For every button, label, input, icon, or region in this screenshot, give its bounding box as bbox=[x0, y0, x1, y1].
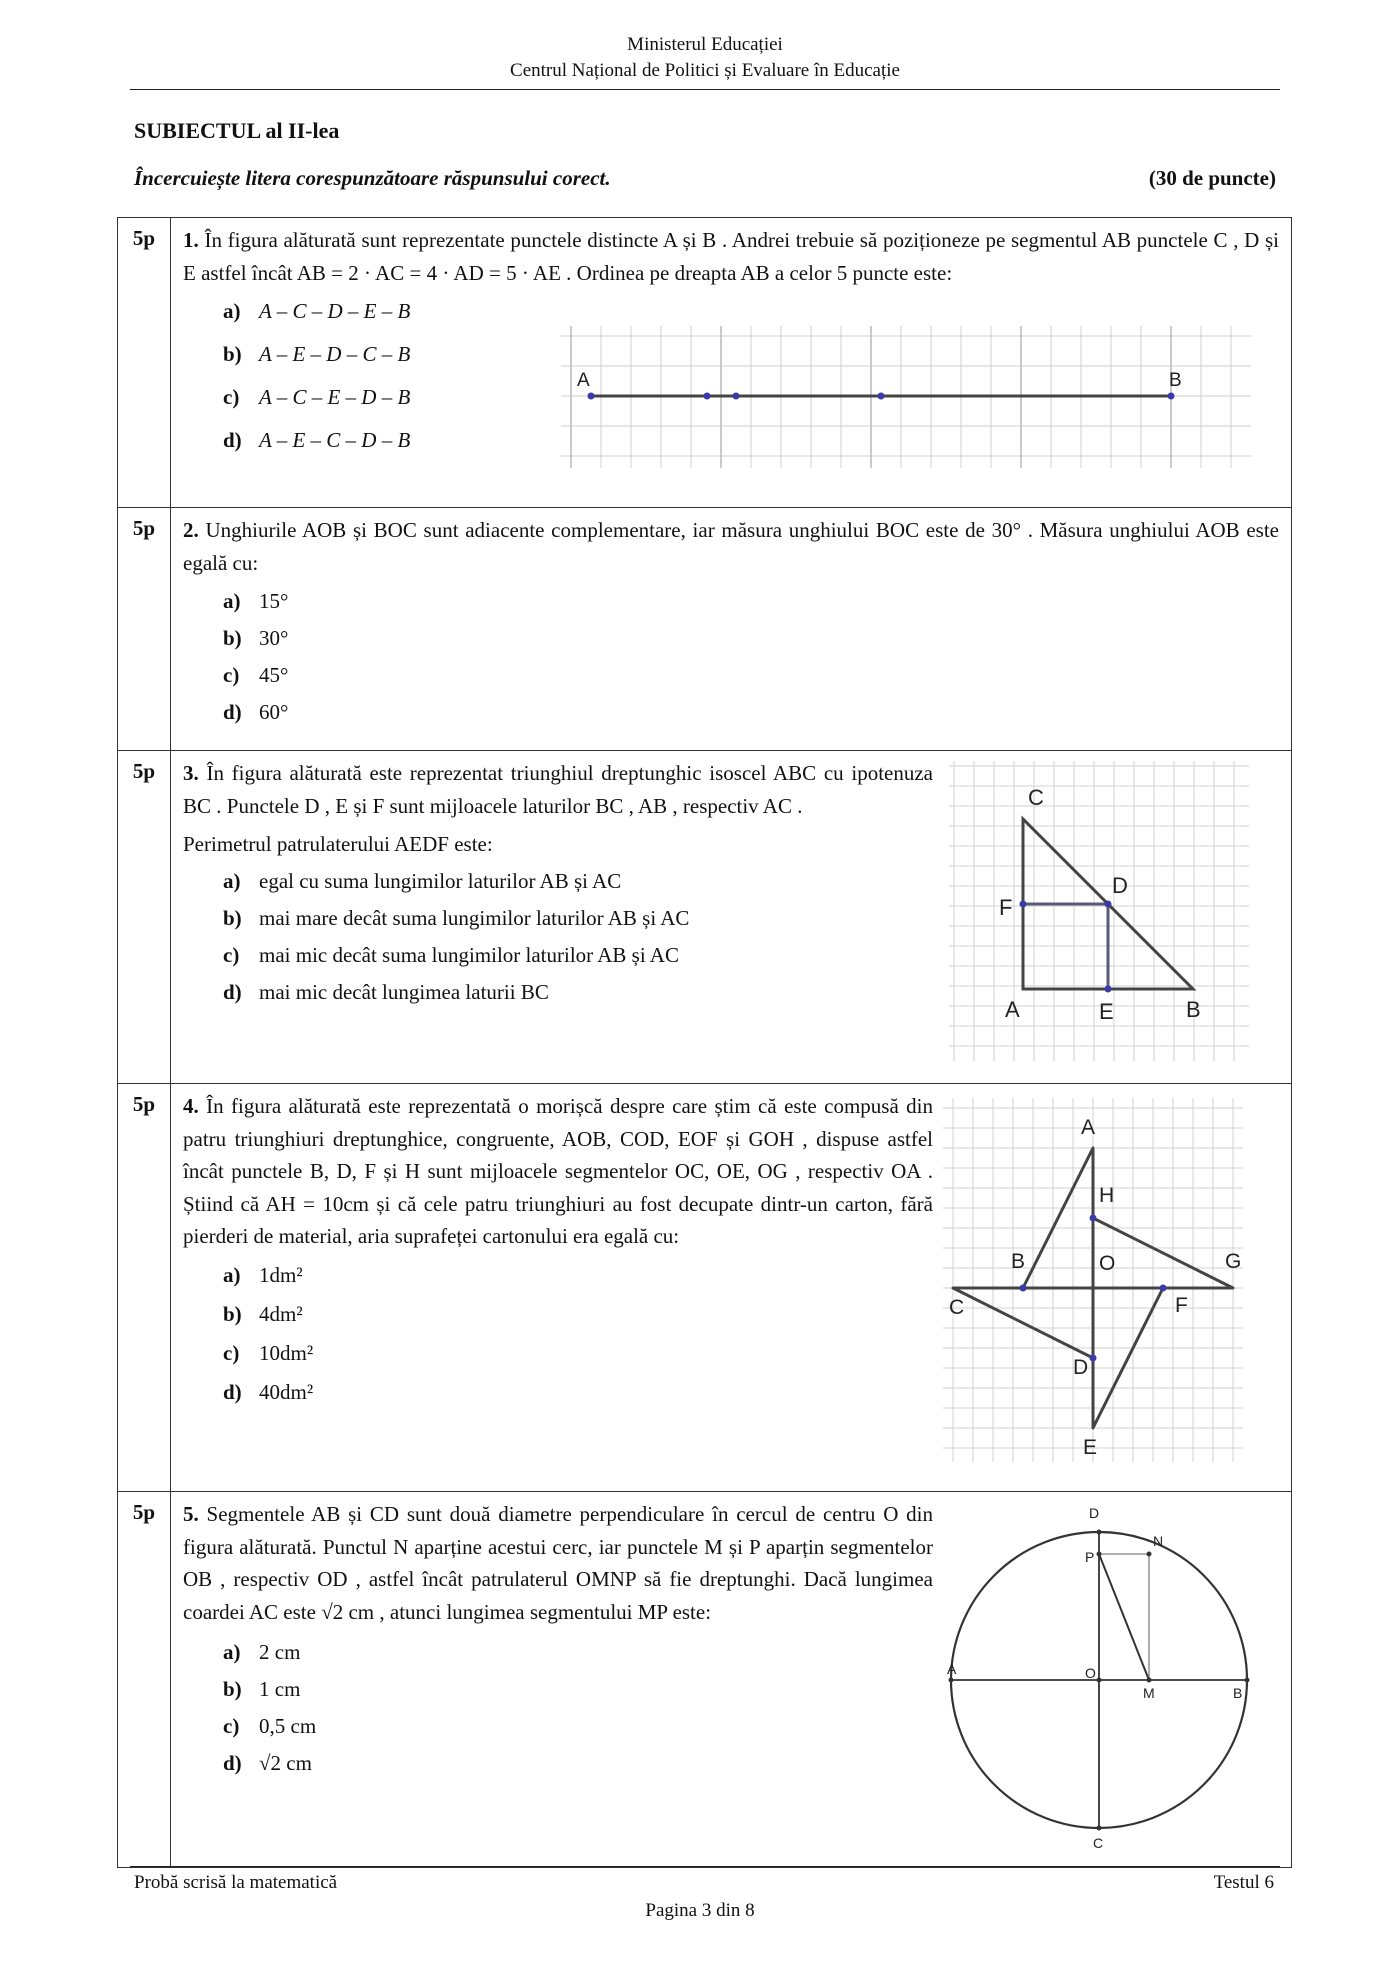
label-h: H bbox=[1099, 1184, 1115, 1207]
point-b bbox=[1020, 1285, 1027, 1292]
question-points: 5p bbox=[118, 751, 171, 1084]
option-b[interactable]: b) mai mare decât suma lungimilor laturilor AB și AC bbox=[223, 905, 690, 930]
option-d[interactable]: d) mai mic decât lungimea laturii BC bbox=[223, 979, 549, 1004]
option-b[interactable]: b) 30° bbox=[223, 626, 289, 651]
option-c[interactable]: c) 0,5 cm bbox=[223, 1714, 317, 1739]
label-d: D bbox=[1073, 1356, 1089, 1379]
option-a[interactable]: a) egal cu suma lungimilor laturilor AB și AC bbox=[223, 868, 622, 893]
point-h bbox=[1090, 1215, 1097, 1222]
option-c[interactable]: c) A – C – E – D – B bbox=[223, 385, 411, 410]
label-d: D bbox=[1112, 873, 1128, 898]
point-a bbox=[949, 1678, 954, 1683]
header-divider bbox=[130, 89, 1280, 90]
option-a[interactable]: a) A – C – D – E – B bbox=[223, 299, 411, 324]
figure-segment-ab bbox=[561, 326, 1251, 468]
point-e bbox=[1105, 986, 1112, 993]
question-body bbox=[171, 1492, 1292, 1868]
point-b bbox=[1245, 1678, 1250, 1683]
point-d bbox=[1097, 1530, 1102, 1535]
option-c[interactable]: c) 10dm² bbox=[223, 1340, 314, 1365]
figure-circle bbox=[949, 1502, 1249, 1857]
label-o: O bbox=[1085, 1665, 1096, 1681]
header-line-1: Ministerul Educației bbox=[627, 34, 783, 55]
figure-triangle-abc bbox=[949, 761, 1249, 1061]
question-row-3 bbox=[118, 751, 1292, 1084]
label-c: C bbox=[1093, 1835, 1104, 1851]
label-b: B bbox=[1169, 370, 1182, 391]
options-list bbox=[223, 1636, 933, 1784]
question-text: 3. În figura alăturată este reprezentat triunghiul dreptunghic isoscel ABC cu ipotenuza BC . Punctele D , E și F sunt mijloacele laturilor BC , AB , respectiv AC . bbox=[183, 761, 933, 818]
point-d bbox=[1090, 1355, 1097, 1362]
footer-left: Probă scrisă la matematică bbox=[134, 1872, 338, 1893]
question-text: 4. În figura alăturată este reprezentată o morișcă despre care știm că este compusă din patru triunghiuri dreptunghice, congruente, AOB, COD, EOF și GOH , dispuse astfel încât punctele B, D, F și H sunt mijloacele segmentelor OC, OE, OG , respectiv OA . Știind că AH = 10cm și că cele patru triunghiuri au fost decupate dintr-un carton, fără pierderi de material, aria suprafeței cartonului era egală cu: bbox=[183, 1094, 933, 1249]
point-mark-3 bbox=[878, 393, 885, 400]
label-d: D bbox=[1089, 1505, 1100, 1521]
segment-mp bbox=[1099, 1554, 1149, 1680]
label-a: A bbox=[577, 370, 590, 391]
label-g: G bbox=[1225, 1250, 1242, 1273]
question-points: 5p bbox=[118, 508, 171, 751]
point-n bbox=[1147, 1552, 1152, 1557]
question-text: 2. Unghiurile AOB și BOC sunt adiacente complementare, iar măsura unghiului BOC este de 30° . Măsura unghiului AOB este egală cu: bbox=[183, 518, 1279, 575]
questions-table bbox=[117, 217, 1292, 1868]
options-list bbox=[223, 865, 933, 1013]
question-points: 5p bbox=[118, 218, 171, 508]
label-p: P bbox=[1085, 1549, 1095, 1565]
label-a: A bbox=[1005, 997, 1020, 1022]
label-o: O bbox=[1099, 1252, 1116, 1275]
option-a[interactable]: a) 15° bbox=[223, 589, 289, 614]
label-b: B bbox=[1186, 997, 1201, 1022]
question-text: 5. Segmentele AB și CD sunt două diametre perpendiculare în cercul de centru O din figura alăturată. Punctul N aparține acestui cerc, iar punctele M și P aparțin segmentelor OB , respectiv OD , astfel încât patrulaterul OMNP să fie dreptunghi. Dacă lungimea coardei AC este √2 cm , atunci lungimea segmentului MP este: bbox=[183, 1502, 933, 1624]
question-body bbox=[171, 1084, 1292, 1492]
subject-title: SUBIECTUL al II-lea bbox=[134, 118, 340, 143]
label-m: M bbox=[1143, 1685, 1155, 1701]
header-line-2: Centrul Național de Politici și Evaluare în Educație bbox=[510, 60, 900, 81]
question-text: 1. În figura alăturată sunt reprezentate punctele distincte A și B . Andrei trebuie să poziționeze pe segmentul AB punctele C , D și E astfel încât AB = 2 · AC = 4 · AD = 5 · AE . Ordinea pe dreapta AB a celor 5 puncte este: bbox=[183, 228, 1280, 285]
label-c: C bbox=[1028, 785, 1044, 810]
option-d[interactable]: d) 40dm² bbox=[223, 1379, 314, 1404]
option-b[interactable]: b) 1 cm bbox=[223, 1677, 301, 1702]
point-p bbox=[1097, 1552, 1102, 1557]
point-c bbox=[1097, 1826, 1102, 1831]
option-a[interactable]: a) 2 cm bbox=[223, 1640, 301, 1665]
option-d[interactable]: d) 60° bbox=[223, 700, 289, 725]
figure-pinwheel bbox=[943, 1098, 1243, 1462]
point-f bbox=[1160, 1285, 1167, 1292]
question-row-5 bbox=[118, 1492, 1292, 1868]
point-o bbox=[1097, 1678, 1102, 1683]
question-row-2 bbox=[118, 508, 1292, 751]
question-row-4 bbox=[118, 1084, 1292, 1492]
label-a: A bbox=[947, 1661, 957, 1677]
label-f: F bbox=[1175, 1294, 1188, 1317]
point-m bbox=[1147, 1678, 1152, 1683]
point-b bbox=[1168, 393, 1175, 400]
label-n: N bbox=[1153, 1533, 1164, 1549]
options-list bbox=[223, 1259, 933, 1415]
option-c[interactable]: c) 45° bbox=[223, 663, 289, 688]
option-b[interactable]: b) A – E – D – C – B bbox=[223, 342, 411, 367]
label-b: B bbox=[1011, 1250, 1026, 1273]
point-f bbox=[1020, 901, 1027, 908]
option-a[interactable]: a) 1dm² bbox=[223, 1262, 303, 1287]
label-a: A bbox=[1081, 1116, 1096, 1139]
option-d[interactable]: d) A – E – C – D – B bbox=[223, 428, 411, 453]
point-mark-2 bbox=[733, 393, 740, 400]
option-b[interactable]: b) 4dm² bbox=[223, 1301, 303, 1326]
options-list bbox=[223, 585, 1279, 733]
point-d bbox=[1105, 901, 1112, 908]
question-body bbox=[171, 218, 1292, 508]
footer-page: Pagina 3 din 8 bbox=[645, 1900, 755, 1921]
label-b: B bbox=[1233, 1685, 1243, 1701]
label-c: C bbox=[949, 1296, 965, 1319]
footer-divider bbox=[130, 1866, 1280, 1867]
instruction: Încercuiește litera corespunzătoare răspunsului corect. bbox=[134, 166, 611, 190]
question-body bbox=[171, 751, 1292, 1084]
question-points: 5p bbox=[118, 1084, 171, 1492]
option-c[interactable]: c) mai mic decât suma lungimilor laturilor AB și AC bbox=[223, 942, 679, 967]
point-mark-1 bbox=[704, 393, 711, 400]
footer-right: Testul 6 bbox=[1213, 1872, 1274, 1893]
points-total: (30 de puncte) bbox=[1148, 166, 1276, 190]
label-e: E bbox=[1083, 1436, 1098, 1459]
question-points: 5p bbox=[118, 1492, 171, 1868]
question-text-2: Perimetrul patrulaterului AEDF este: bbox=[183, 832, 493, 857]
point-a bbox=[588, 393, 595, 400]
option-d[interactable]: d) √2 cm bbox=[223, 1751, 312, 1776]
label-f: F bbox=[999, 895, 1013, 920]
question-body bbox=[171, 508, 1292, 751]
label-e: E bbox=[1099, 999, 1114, 1024]
question-row-1 bbox=[118, 218, 1292, 508]
